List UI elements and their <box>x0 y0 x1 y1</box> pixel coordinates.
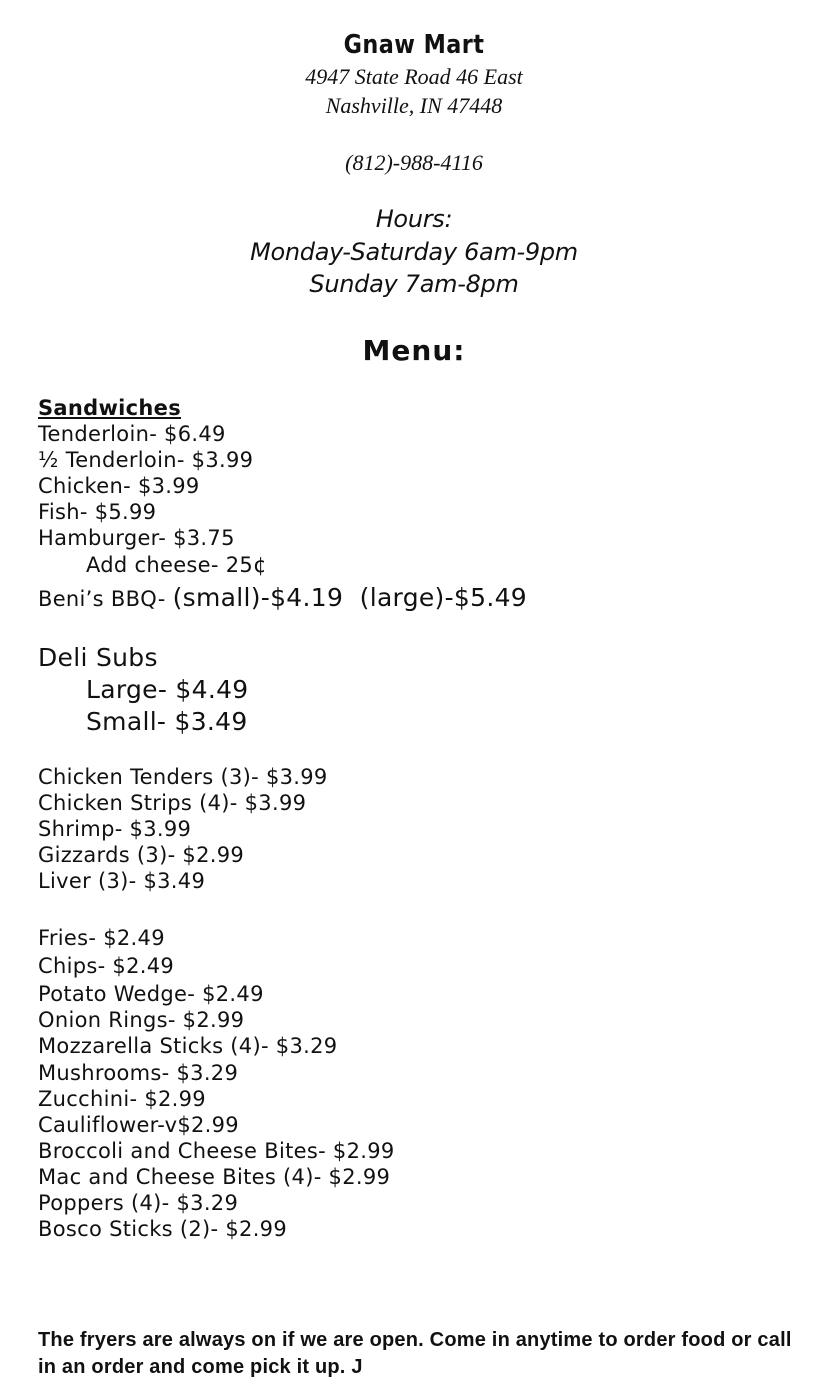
menu-item: Bosco Sticks (2)- $2.99 <box>38 1217 288 1241</box>
hours-weekday: Monday-Saturday 6am-9pm <box>250 238 578 266</box>
menu-item: Broccoli and Cheese Bites- $2.99 <box>38 1139 395 1163</box>
menu-item: Potato Wedge- $2.49 <box>38 982 264 1006</box>
menu-item: Mozzarella Sticks (4)- $3.29 <box>38 1034 338 1058</box>
menu-item: Chicken- $3.99 <box>38 474 200 498</box>
menu-item: Fries- $2.49 <box>38 926 165 950</box>
menu-item: Hamburger- $3.75 <box>38 526 235 550</box>
bbq-label: Beni’s BBQ- <box>38 587 166 611</box>
bbq-prices: (small)-$4.19 (large)-$5.49 <box>172 583 527 612</box>
menu-item: Liver (3)- $3.49 <box>38 869 206 893</box>
hours-sunday: Sunday 7am-8pm <box>309 270 519 298</box>
deli-heading: Deli Subs <box>38 643 158 672</box>
address-line-2: Nashville, IN 47448 <box>325 93 503 118</box>
store-name: Gnaw Mart <box>343 30 485 60</box>
menu-item: Chicken Strips (4)- $3.99 <box>38 791 307 815</box>
menu-item: Small- $3.49 <box>86 707 248 736</box>
add-cheese-item: Add cheese- 25¢ <box>86 553 267 577</box>
menu-item: Chips- $2.49 <box>38 954 175 978</box>
menu-title: Menu: <box>362 334 466 367</box>
menu-item: Poppers (4)- $3.29 <box>38 1191 239 1215</box>
bbq-item <box>38 585 527 610</box>
menu-item: Mushrooms- $3.29 <box>38 1061 239 1085</box>
menu-item: Chicken Tenders (3)- $3.99 <box>38 765 328 789</box>
menu-item: Shrimp- $3.99 <box>38 817 192 841</box>
menu-item: Onion Rings- $2.99 <box>38 1008 245 1032</box>
footer-note: The fryers are always on if we are open. Come in anytime to order food or call in an order and come pick it up. J <box>38 1329 792 1378</box>
menu-item: Gizzards (3)- $2.99 <box>38 843 245 867</box>
menu-item: ½ Tenderloin- $3.99 <box>38 448 254 472</box>
menu-item: Mac and Cheese Bites (4)- $2.99 <box>38 1165 391 1189</box>
phone-number: (812)-988-4116 <box>345 150 483 175</box>
menu-item: Cauliflower-v$2.99 <box>38 1113 239 1137</box>
menu-item: Tenderloin- $6.49 <box>38 422 226 446</box>
menu-item: Zucchini- $2.99 <box>38 1087 206 1111</box>
menu-item: Fish- $5.99 <box>38 500 157 524</box>
hours-label: Hours: <box>375 205 453 233</box>
address-line-1: 4947 State Road 46 East <box>305 64 523 89</box>
menu-item: Large- $4.49 <box>86 675 249 704</box>
sandwiches-heading: Sandwiches <box>38 396 182 420</box>
